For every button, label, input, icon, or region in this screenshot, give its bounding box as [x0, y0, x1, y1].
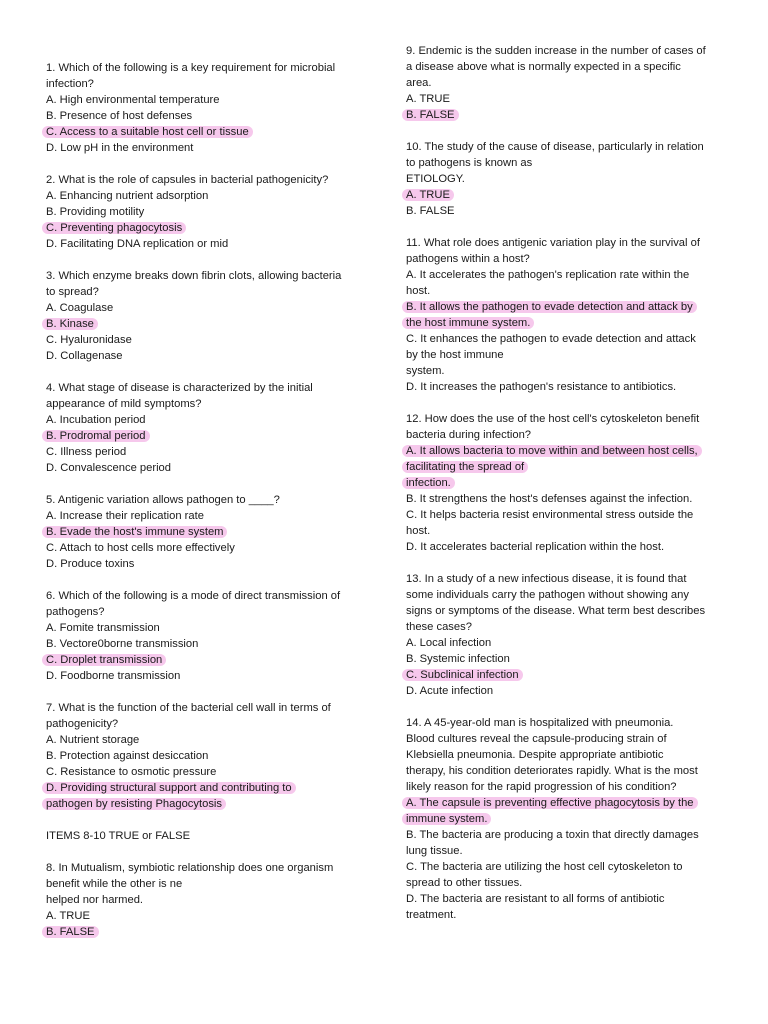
- answer-option: [406, 523, 724, 539]
- option-text: B. FALSE: [402, 109, 459, 121]
- question-block: [46, 828, 364, 844]
- answer-option: [46, 620, 364, 636]
- option-text: C. Hyaluronidase: [46, 334, 132, 346]
- answer-option: [46, 460, 364, 476]
- answer-option: [406, 875, 724, 891]
- option-text: A. Local infection: [406, 637, 492, 649]
- answer-option: [46, 908, 364, 924]
- answer-option-highlighted: [46, 316, 364, 332]
- question-text: 3. Which enzyme breaks down fibrin clots, allowing bacteria: [46, 270, 342, 282]
- answer-option: [46, 204, 364, 220]
- option-text: by the host immune: [406, 349, 504, 361]
- question-text: 4. What stage of disease is characterized by the initial: [46, 382, 313, 394]
- question-block: [406, 139, 724, 219]
- option-text: B. FALSE: [406, 205, 455, 217]
- question-text: 8. In Mutualism, symbiotic relationship does one organism: [46, 862, 334, 874]
- option-text: A. Increase their replication rate: [46, 510, 204, 522]
- question-text: signs or symptoms of the disease. What term best describes: [406, 605, 706, 617]
- answer-option: [46, 332, 364, 348]
- option-text: A. Enhancing nutrient adsorption: [46, 190, 209, 202]
- option-text: A. It accelerates the pathogen's replication rate within the: [406, 269, 690, 281]
- answer-option: [46, 188, 364, 204]
- question-text: 11. What role does antigenic variation play in the survival of: [406, 237, 700, 249]
- option-text: B. Presence of host defenses: [46, 110, 193, 122]
- answer-option: [46, 300, 364, 316]
- question-text: appearance of mild symptoms?: [46, 398, 202, 410]
- question-text: Klebsiella pneumonia. Despite appropriate antibiotic: [406, 749, 664, 761]
- question-text: therapy, his condition deteriorates rapidly. What is the most: [406, 765, 698, 777]
- question-block: [46, 60, 364, 156]
- answer-option: [46, 668, 364, 684]
- answer-option: [406, 891, 724, 907]
- answer-option: [406, 347, 724, 363]
- answer-option-highlighted: [46, 524, 364, 540]
- answer-option-highlighted: [406, 299, 724, 315]
- option-text: C. Resistance to osmotic pressure: [46, 766, 217, 778]
- option-text: host.: [406, 525, 431, 537]
- option-text: D. Foodborne transmission: [46, 670, 181, 682]
- option-text: C. Illness period: [46, 446, 127, 458]
- answer-option-highlighted: [406, 443, 724, 459]
- option-text: A. TRUE: [46, 910, 90, 922]
- answer-option: [406, 507, 724, 523]
- question-block: [46, 380, 364, 476]
- answer-option-highlighted: [46, 780, 364, 796]
- option-text: B. Vectore0borne transmission: [46, 638, 199, 650]
- question-text: 6. Which of the following is a mode of direct transmission of: [46, 590, 341, 602]
- answer-option: [406, 843, 724, 859]
- option-text: C. Preventing phagocytosis: [42, 222, 186, 234]
- answer-option: [46, 732, 364, 748]
- answer-option: [46, 636, 364, 652]
- option-text: A. Coagulase: [46, 302, 114, 314]
- option-text: B. Systemic infection: [406, 653, 510, 665]
- option-text: B. Protection against desiccation: [46, 750, 209, 762]
- question-text: infection?: [46, 78, 94, 90]
- option-text: system.: [406, 365, 445, 377]
- question-block: [406, 571, 724, 699]
- option-text: A. TRUE: [406, 93, 450, 105]
- question-text: to spread?: [46, 286, 99, 298]
- option-text: treatment.: [406, 909, 457, 921]
- option-text: immune system.: [402, 813, 491, 825]
- answer-option: [46, 540, 364, 556]
- answer-option: [46, 348, 364, 364]
- option-text: spread to other tissues.: [406, 877, 523, 889]
- option-text: C. Droplet transmission: [42, 654, 166, 666]
- question-block: [46, 268, 364, 364]
- answer-option: [46, 444, 364, 460]
- answer-option-highlighted: [46, 124, 364, 140]
- answer-option: [406, 539, 724, 555]
- answer-option-highlighted: [406, 475, 724, 491]
- question-text: 5. Antigenic variation allows pathogen to ____?: [46, 494, 280, 506]
- option-text: host.: [406, 285, 431, 297]
- option-text: A. The capsule is preventing effective phagocytosis by the: [402, 797, 698, 809]
- option-text: B. The bacteria are producing a toxin that directly damages: [406, 829, 699, 841]
- answer-option: [406, 331, 724, 347]
- answer-option-highlighted: [46, 220, 364, 236]
- answer-option: [406, 363, 724, 379]
- option-text: D. Facilitating DNA replication or mid: [46, 238, 229, 250]
- question-text: 7. What is the function of the bacterial cell wall in terms of: [46, 702, 331, 714]
- answer-option: [406, 267, 724, 283]
- question-text: area.: [406, 77, 432, 89]
- option-text: D. Produce toxins: [46, 558, 135, 570]
- answer-option: [46, 556, 364, 572]
- question-text: 9. Endemic is the sudden increase in the number of cases of: [406, 45, 706, 57]
- option-text: D. The bacteria are resistant to all forms of antibiotic: [406, 893, 665, 905]
- option-text: D. Providing structural support and contributing to: [42, 782, 296, 794]
- answer-option: [46, 140, 364, 156]
- question-text: Blood cultures reveal the capsule-producing strain of: [406, 733, 667, 745]
- answer-option: [406, 683, 724, 699]
- option-text: facilitating the spread of: [402, 461, 528, 473]
- question-text: likely reason for the rapid progression of his condition?: [406, 781, 677, 793]
- question-block: [406, 411, 724, 555]
- answer-option: [406, 283, 724, 299]
- question-text: pathogenicity?: [46, 718, 119, 730]
- answer-option-highlighted: [406, 667, 724, 683]
- answer-option: [46, 412, 364, 428]
- question-text: 12. How does the use of the host cell's cytoskeleton benefit: [406, 413, 700, 425]
- question-block: [46, 172, 364, 252]
- question-text: 1. Which of the following is a key requirement for microbial: [46, 62, 336, 74]
- option-text: B. Evade the host's immune system: [42, 526, 227, 538]
- option-text: D. It accelerates bacterial replication within the host.: [406, 541, 665, 553]
- answer-option-highlighted: [46, 924, 364, 940]
- right-column: [406, 0, 724, 939]
- question-block: [406, 235, 724, 395]
- question-text: pathogens within a host?: [406, 253, 530, 265]
- option-text: lung tissue.: [406, 845, 463, 857]
- answer-option: [406, 379, 724, 395]
- option-text: B. Prodromal period: [42, 430, 150, 442]
- answer-option: [406, 635, 724, 651]
- question-text: helped nor harmed.: [46, 894, 144, 906]
- answer-option: [406, 651, 724, 667]
- option-text: B. It allows the pathogen to evade detection and attack by: [402, 301, 697, 313]
- answer-option: [406, 907, 724, 923]
- answer-option: [46, 92, 364, 108]
- option-text: A. TRUE: [402, 189, 454, 201]
- answer-option-highlighted: [406, 187, 724, 203]
- question-block: [46, 588, 364, 684]
- option-text: B. Kinase: [42, 318, 98, 330]
- option-text: A. It allows bacteria to move within and between host cells,: [402, 445, 702, 457]
- question-text: bacteria during infection?: [406, 429, 532, 441]
- option-text: C. Subclinical infection: [402, 669, 523, 681]
- left-column: [46, 0, 364, 956]
- option-text: C. Access to a suitable host cell or tissue: [42, 126, 253, 138]
- answer-option-highlighted: [406, 795, 724, 811]
- question-text: 10. The study of the cause of disease, particularly in relation: [406, 141, 704, 153]
- option-text: A. High environmental temperature: [46, 94, 220, 106]
- answer-option: [46, 748, 364, 764]
- question-block: [406, 43, 724, 123]
- question-text: these cases?: [406, 621, 472, 633]
- question-block: [46, 860, 364, 940]
- question-block: [46, 700, 364, 812]
- option-text: C. Attach to host cells more effectively: [46, 542, 235, 554]
- answer-option-highlighted: [406, 459, 724, 475]
- answer-option-highlighted: [406, 315, 724, 331]
- option-text: B. It strengthens the host's defenses against the infection.: [406, 493, 693, 505]
- question-text: a disease above what is normally expected in a specific: [406, 61, 681, 73]
- option-text: A. Incubation period: [46, 414, 146, 426]
- question-text: 14. A 45-year-old man is hospitalized with pneumonia.: [406, 717, 674, 729]
- option-text: D. Convalescence period: [46, 462, 171, 474]
- answer-option-highlighted: [406, 811, 724, 827]
- answer-option-highlighted: [46, 652, 364, 668]
- question-text: 2. What is the role of capsules in bacterial pathogenicity?: [46, 174, 329, 186]
- answer-option: [406, 491, 724, 507]
- answer-option: [406, 827, 724, 843]
- answer-option-highlighted: [46, 428, 364, 444]
- option-text: D. It increases the pathogen's resistance to antibiotics.: [406, 381, 677, 393]
- option-text: infection.: [402, 477, 455, 489]
- answer-option: [406, 859, 724, 875]
- question-text: to pathogens is known as: [406, 157, 533, 169]
- question-text: benefit while the other is ne: [46, 878, 183, 890]
- answer-option-highlighted: [406, 107, 724, 123]
- option-text: D. Collagenase: [46, 350, 123, 362]
- answer-option: [406, 203, 724, 219]
- option-text: pathogen by resisting Phagocytosis: [42, 798, 226, 810]
- question-text: ETIOLOGY.: [406, 173, 465, 185]
- question-text: ITEMS 8-10 TRUE or FALSE: [46, 830, 191, 842]
- option-text: C. It enhances the pathogen to evade detection and attack: [406, 333, 696, 345]
- option-text: D. Acute infection: [406, 685, 494, 697]
- option-text: C. It helps bacteria resist environmental stress outside the: [406, 509, 694, 521]
- answer-option: [46, 236, 364, 252]
- option-text: D. Low pH in the environment: [46, 142, 194, 154]
- answer-option: [46, 508, 364, 524]
- option-text: A. Fomite transmission: [46, 622, 160, 634]
- option-text: C. The bacteria are utilizing the host cell cytoskeleton to: [406, 861, 683, 873]
- answer-option: [406, 91, 724, 107]
- option-text: A. Nutrient storage: [46, 734, 140, 746]
- question-block: [406, 715, 724, 923]
- question-text: 13. In a study of a new infectious disease, it is found that: [406, 573, 687, 585]
- answer-option: [46, 764, 364, 780]
- option-text: B. Providing motility: [46, 206, 145, 218]
- answer-option-highlighted: [46, 796, 364, 812]
- option-text: B. FALSE: [42, 926, 99, 938]
- question-block: [46, 492, 364, 572]
- question-text: some individuals carry the pathogen without showing any: [406, 589, 689, 601]
- option-text: the host immune system.: [402, 317, 534, 329]
- question-text: pathogens?: [46, 606, 105, 618]
- answer-option: [46, 108, 364, 124]
